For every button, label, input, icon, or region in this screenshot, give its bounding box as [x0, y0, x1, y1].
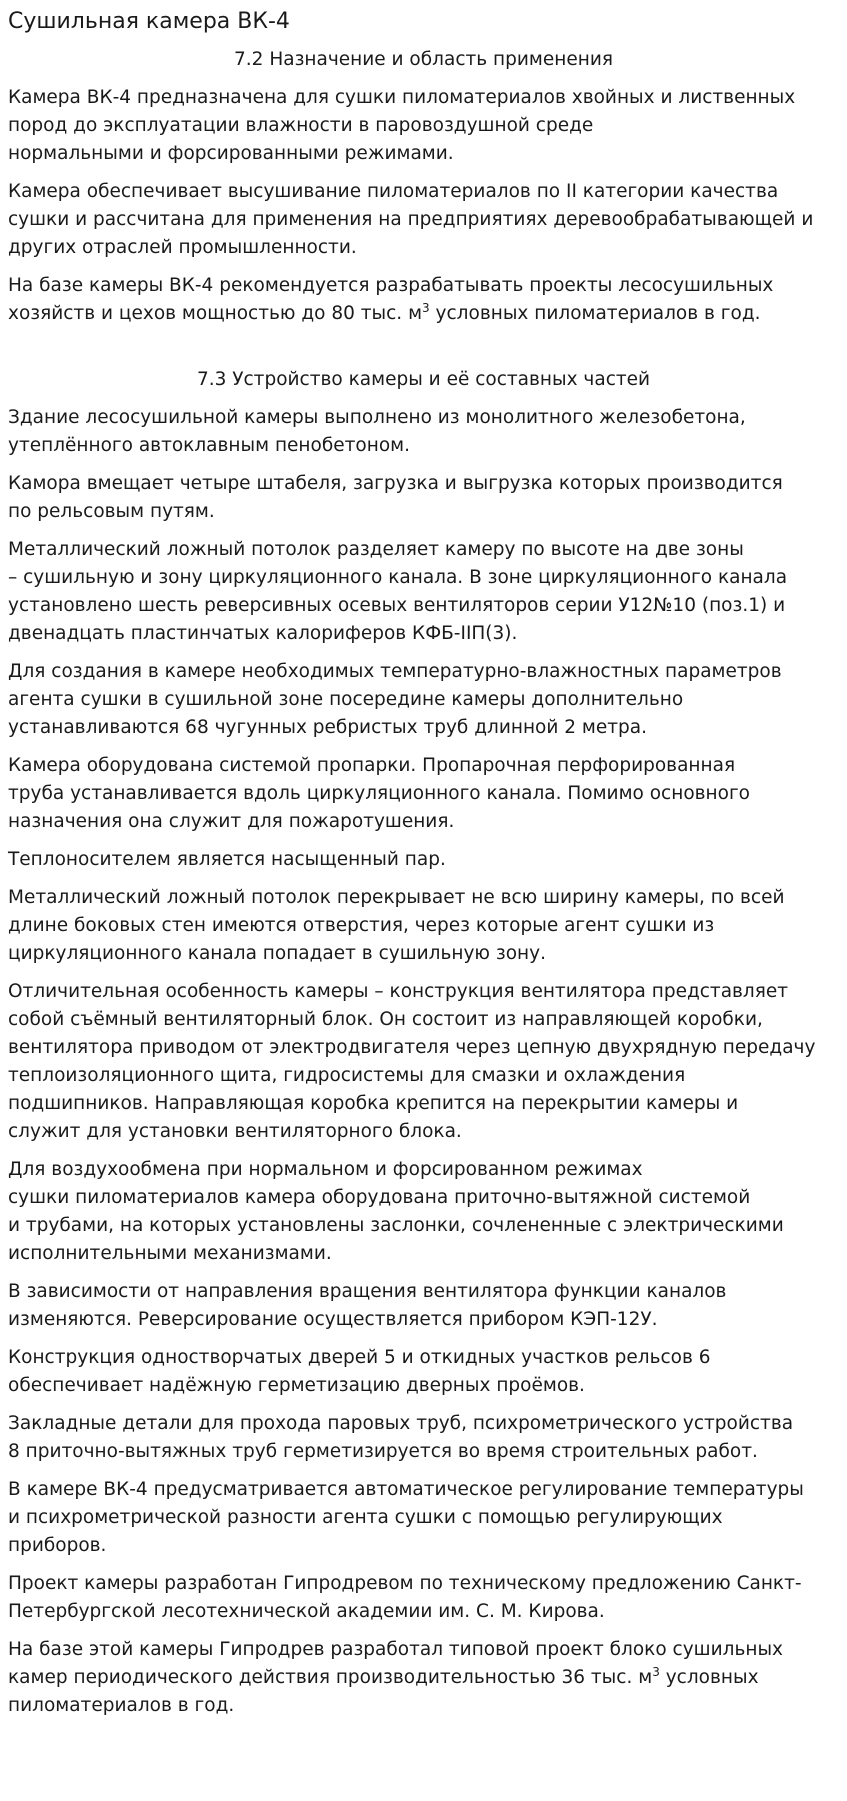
- section-heading: 7.3 Устройство камеры и её составных частей: [196, 369, 651, 390]
- section-heading: 7.2 Назначение и область применения: [234, 49, 613, 70]
- paragraph: Металлический ложный потолок разделяет камеру по высоте на две зоны – сушильную и зону циркуляционного канала. В зоне циркуляционного канала установлено шесть реверсивных осевых вентиляторов серии У12№10 (поз.1) и двенадцать пластинчатых калориферов КФБ-IIП(3).: [8, 539, 788, 644]
- paragraph: Здание лесосушильной камеры выполнено из монолитного железобетона, утеплённого автоклавным пенобетоном.: [8, 407, 746, 456]
- paragraph-text: условных пиломатериалов в год.: [8, 1667, 759, 1716]
- paragraph: Закладные детали для прохода паровых труб, психрометрического устройства 8 приточно-вытяжных труб герметизируется во время строительных работ.: [8, 1413, 794, 1462]
- section-design: [8, 368, 839, 1720]
- paragraph: Для создания в камере необходимых температурно-влажностных параметров агента сушки в сушильной зоне посередине камеры дополнительно устанавливаются 68 чугунных ребристых труб длинной 2 метра.: [8, 661, 782, 738]
- paragraph: Камера ВК-4 предназначена для сушки пиломатериалов хвойных и лиственных пород до эксплуатации влажности в паровоздушной среде нормальными и форсированными режимами.: [8, 87, 796, 164]
- paragraph: В зависимости от направления вращения вентилятора функции каналов изменяются. Реверсирование осуществляется прибором КЭП-12У.: [8, 1281, 727, 1330]
- paragraph: Для воздухообмена при нормальном и форсированном режимах сушки пиломатериалов камера оборудована приточно-вытяжной системой и трубами, на которых установлены заслонки, сочлененные с электрическими исполнительными механизмами.: [8, 1159, 784, 1264]
- superscript: 3: [422, 301, 430, 315]
- document-title: Сушильная камера ВК-4: [8, 9, 290, 34]
- section-purpose: [8, 48, 839, 328]
- paragraph-text: На базе камеры ВК-4 рекомендуется разрабатывать проекты лесосушильных хозяйств и цехов мощностью до 80 тыс. м: [8, 275, 774, 324]
- paragraph: Металлический ложный потолок перекрывает не всю ширину камеры, по всей длине боковых стен имеются отверстия, через которые агент сушки из циркуляционного канала попадает в сушильную зону.: [8, 887, 785, 964]
- paragraph: Проект камеры разработан Гипродревом по техническому предложению Санкт- Петербургской лесотехнической академии им. С. М. Кирова.: [8, 1573, 802, 1622]
- paragraph: [8, 272, 839, 328]
- paragraph-text: На базе этой камеры Гипродрев разработал типовой проект блоко сушильных камер периодического действия производительностью 36 тыс. м: [8, 1639, 783, 1688]
- paragraph: Камера оборудована системой пропарки. Пропарочная перфорированная труба устанавливается вдоль циркуляционного канала. Помимо основного назначения она служит для пожаротушения.: [8, 755, 750, 832]
- paragraph-text: условных пиломатериалов в год.: [429, 303, 761, 324]
- paragraph: Камера обеспечивает высушивание пиломатериалов по II категории качества сушки и рассчитана для применения на предприятиях деревообрабатывающей и других отраслей промышленности.: [8, 181, 814, 258]
- superscript: 3: [652, 1665, 660, 1679]
- paragraph: В камере ВК-4 предусматривается автоматическое регулирование температуры и психрометрической разности агента сушки с помощью регулирующих приборов.: [8, 1479, 804, 1556]
- paragraph: Теплоносителем является насыщенный пар.: [8, 849, 446, 870]
- paragraph: [8, 1636, 839, 1720]
- paragraph: Конструкция одностворчатых дверей 5 и откидных участков рельсов 6 обеспечивает надёжную герметизацию дверных проёмов.: [8, 1347, 711, 1396]
- paragraph: Отличительная особенность камеры – конструкция вентилятора представляет собой съёмный вентиляторный блок. Он состоит из направляющей коробки, вентилятора приводом от электродвигателя через цепную двухрядную передачу теплоизоляционного щита, гидросистемы для смазки и охлаждения подшипников. Направляющая коробка крепится на перекрытии камеры и служит для установки вентиляторного блока.: [8, 981, 816, 1142]
- paragraph: Камора вмещает четыре штабеля, загрузка и выгрузка которых производится по рельсовым путям.: [8, 473, 783, 522]
